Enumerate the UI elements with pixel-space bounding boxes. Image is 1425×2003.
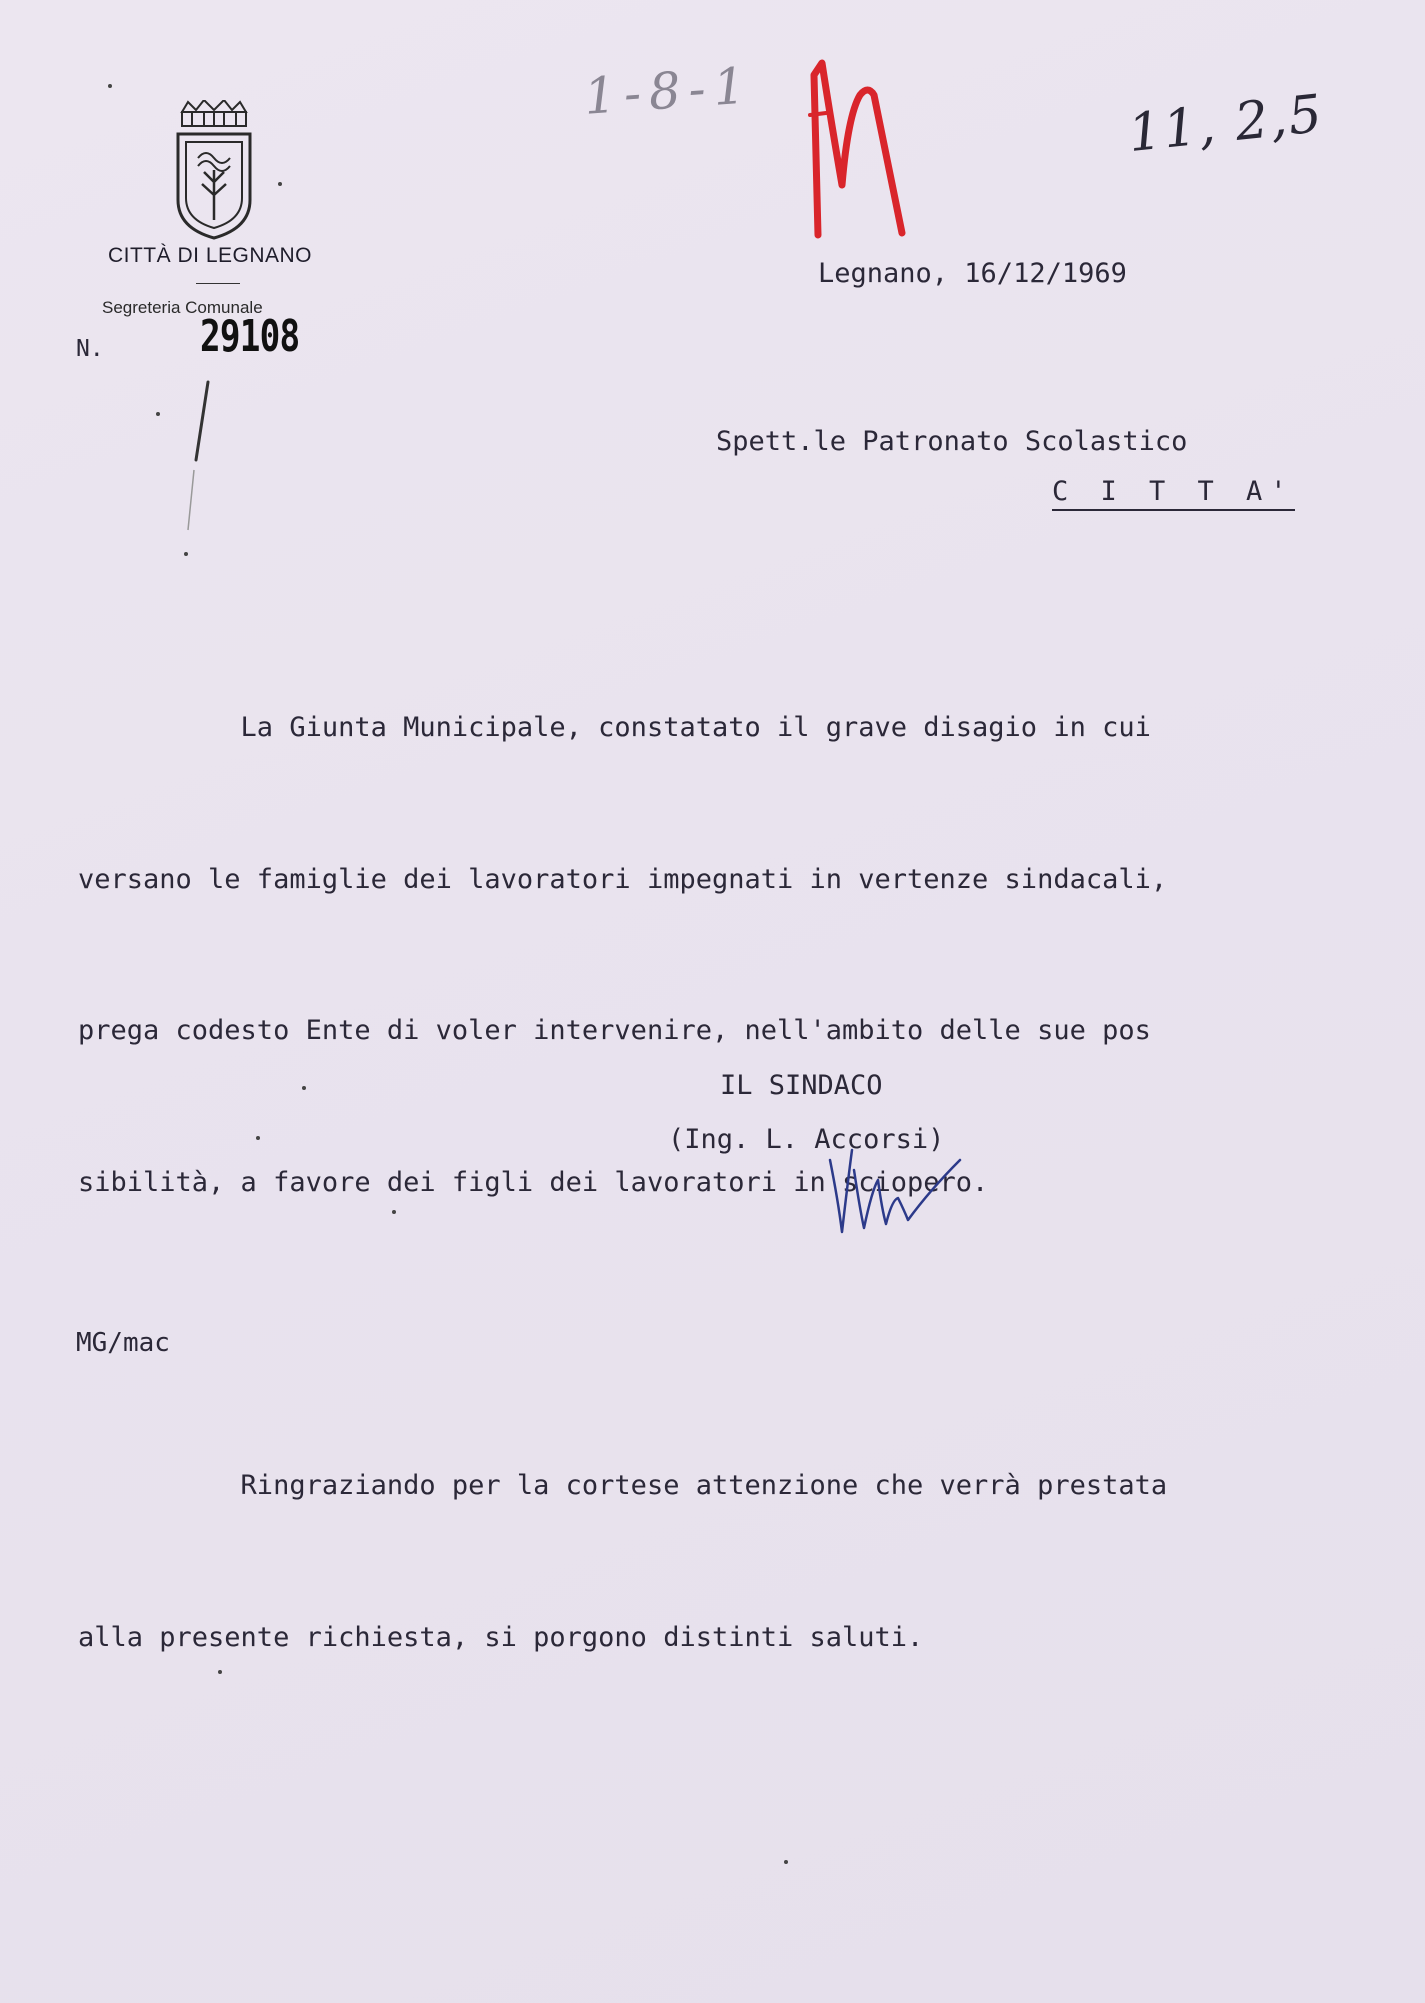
- paper-speck: [278, 182, 282, 186]
- paper-speck: [184, 552, 188, 556]
- signatory-title: IL SINDACO: [720, 1070, 883, 1101]
- protocol-number-stamp: 29108: [200, 311, 300, 362]
- body-line: La Giunta Municipale, constatato il grave disagio in cui: [78, 712, 1151, 743]
- paper-speck: [784, 1860, 788, 1864]
- paper-speck: [392, 1210, 396, 1214]
- red-m-mark: [800, 55, 920, 240]
- letter-body: [78, 602, 1378, 1815]
- number-label: N.: [76, 336, 104, 362]
- body-line: sibilità, a favore dei figli dei lavoratori in sciopero.: [78, 1166, 989, 1198]
- recipient-line-1: Spett.le Patronato Scolastico: [716, 426, 1188, 457]
- letterhead-divider: [196, 283, 240, 284]
- pencil-stroke-mark: [180, 380, 220, 560]
- paragraph-2: [78, 1360, 1378, 1764]
- reference-initials: MG/mac: [76, 1328, 170, 1358]
- paper-speck: [256, 1136, 260, 1140]
- date-line: Legnano, 16/12/1969: [818, 258, 1127, 289]
- handwritten-top-note: 1-8-1: [582, 56, 756, 126]
- recipient-line-2: C I T T A': [1052, 476, 1295, 511]
- signatory-name: (Ing. L. Accorsi): [668, 1124, 945, 1155]
- paper-speck: [218, 1670, 222, 1674]
- body-line: versano le famiglie dei lavoratori impegnati in vertenze sindacali,: [78, 863, 1168, 895]
- body-line: prega codesto Ente di voler intervenire, nell'ambito delle sue pos: [78, 1015, 1151, 1046]
- body-line: Ringraziando per la cortese attenzione che verrà prestata: [78, 1470, 1168, 1501]
- paper-speck: [156, 412, 160, 416]
- city-name: CITTÀ DI LEGNANO: [107, 244, 313, 267]
- body-line: alla presente richiesta, si porgono distinti saluti.: [78, 1621, 924, 1653]
- paper-speck: [302, 1086, 306, 1090]
- city-crest-icon: [172, 100, 256, 240]
- handwritten-right-note: 11, 2,5: [1125, 83, 1327, 165]
- paragraph-1: [78, 602, 1378, 1309]
- office-name: Segreteria Comunale: [102, 298, 263, 317]
- paper-speck: [108, 84, 112, 88]
- handwritten-signature: [820, 1140, 970, 1240]
